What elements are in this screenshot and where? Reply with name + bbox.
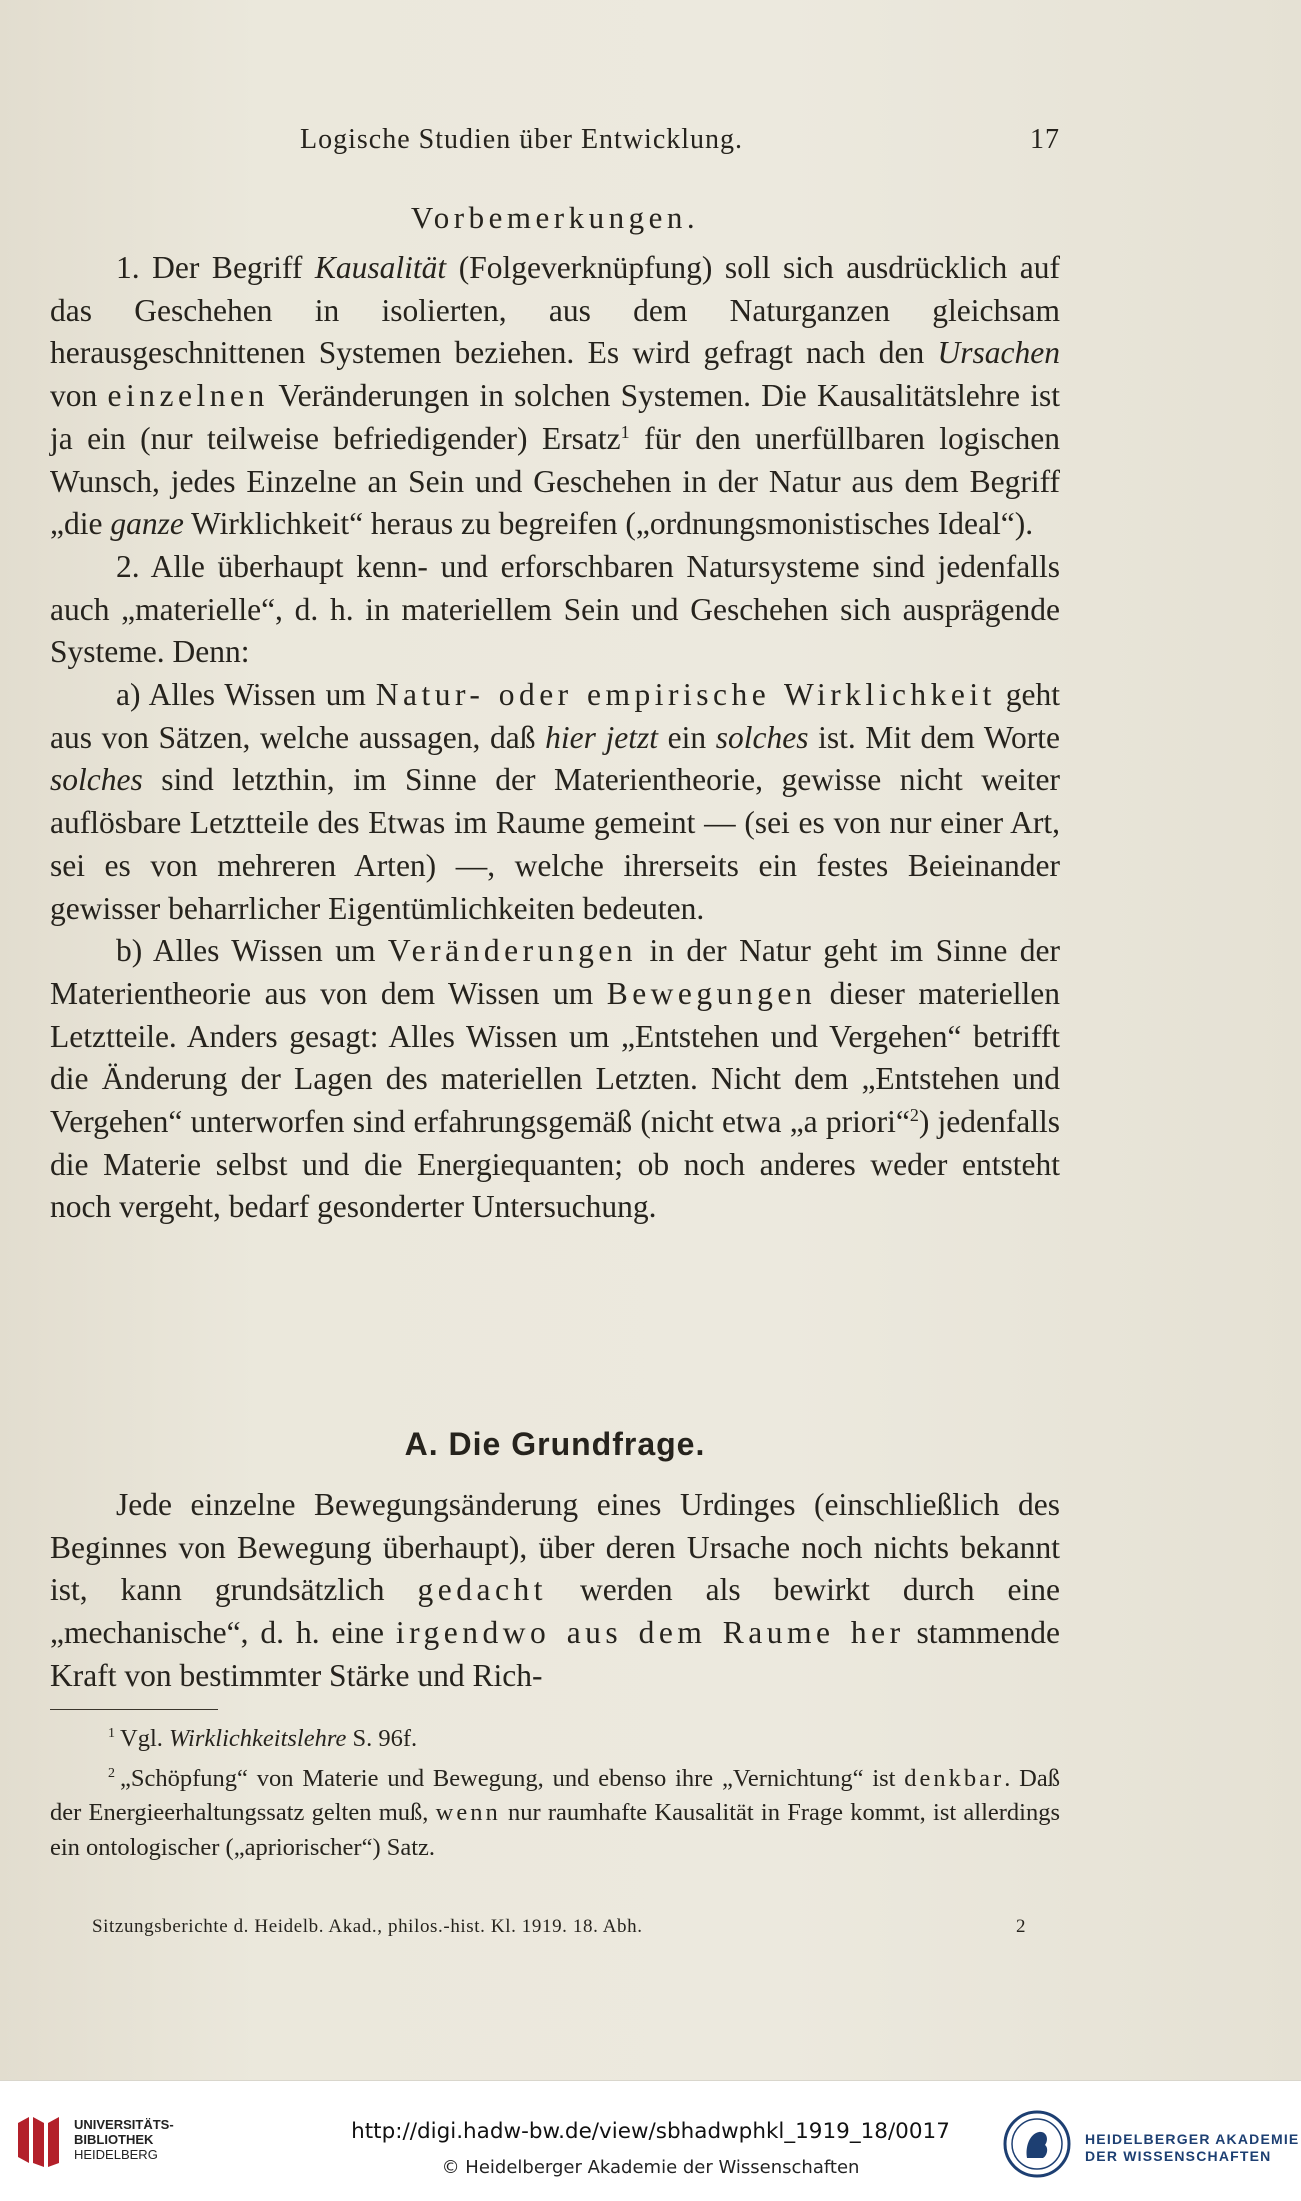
page-number: 17	[1030, 124, 1060, 155]
paragraph-3: Jede einzelne Bewegungsänderung eines Urdinges (einschließlich des Beginnes von Bewegung überhaupt), über deren Ursache noch nichts bekannt ist, kann grundsätzlich gedacht werden als bewirkt durch eine „mechanische“, d. h. eine irgendwo aus dem Raume her stammende Kraft von bestimmter Stärke und Rich-	[50, 1487, 1060, 1693]
signature-number: 2	[1016, 1916, 1027, 1937]
running-title: Logische Studien über Entwicklung.	[300, 124, 744, 155]
academy-seal-icon	[1003, 2110, 1071, 2178]
university-library-label: UNIVERSITÄTS- BIBLIOTHEK HEIDELBERG	[74, 2117, 174, 2162]
footnote-ref-1: 1	[620, 421, 630, 442]
signature-line	[92, 1916, 1032, 1946]
document-url-link[interactable]: http://digi.hadw-bw.de/view/sbhadwphkl_1919_18/0017	[351, 2119, 950, 2144]
paragraph-a: a) Alles Wissen um Natur- oder empirische Wirklichkeit geht aus von Sätzen, welche aussagen, daß hier jetzt ein solches ist. Mit dem Worte solches sind letzthin, im Sinne der Materientheorie, gewisse nicht weiter auflösbare Letztteile des Etwas im Raume gemeint — (sei es von nur einer Art, sei es von mehreren Arten) —, welche ihrerseits ein festes Beieinander gewisser beharrlicher Eigentümlichkeiten bedeuten.	[50, 677, 1060, 926]
section-heading-grundfrage: A. Die Grundfrage.	[404, 1426, 706, 1462]
section-body-text	[50, 1484, 1060, 1698]
paragraph-2: 2. Alle überhaupt kenn- und erforschbaren Natursysteme sind jedenfalls auch „materielle“, d. h. in materiellem Sein und Geschehen sich ausprägende Systeme. Denn:	[50, 548, 1060, 670]
footnote-2: $^2$ „Schöpfung“ von Materie und Bewegung, und ebenso ihre „Vernichtung“ ist denkbar. Daß der Energieerhaltungssatz gelten muß, wenn nur raumhafte Kausalität in Frage kommt, ist allerdings ein ontologischer („apriorischer“) Satz.	[50, 1764, 1060, 1861]
footnote-ref-2: 2	[909, 1105, 919, 1126]
main-body-text	[50, 247, 1060, 1229]
footnotes	[50, 1717, 1060, 1865]
section-title-vorbemerkungen: Vorbemerkungen.	[410, 200, 700, 235]
footnote-separator	[50, 1709, 218, 1710]
copyright-notice: © Heidelberger Akademie der Wissenschaften	[441, 2157, 860, 2178]
paragraph-b: b) Alles Wissen um Veränderungen in der Natur geht im Sinne der Materientheorie aus von dem Wissen um Bewegungen dieser materiellen Letztteile. Anders gesagt: Alles Wissen um „Entstehen und Vergehen“ betrifft die Änderung der Lagen des materiellen Letzten. Nicht dem „Entstehen und Vergehen“ unterworfen sind erfahrungsgemäß (nicht etwa „a priori“$^2$) jedenfalls die Materie selbst und die Energiequanten; ob noch anderes weder entsteht noch vergeht, bedarf gesonderter Untersuchung.	[50, 933, 1060, 1225]
running-header	[50, 124, 1060, 160]
academy-logo-text: HEIDELBERGER AKADEMIE DER WISSENSCHAFTEN	[1085, 2131, 1300, 2164]
signature-text: Sitzungsberichte d. Heidelb. Akad., philos.-hist. Kl. 1919. 18. Abh.	[92, 1916, 643, 1937]
paragraph-1: 1. Der Begriff Kausalität (Folgeverknüpfung) soll sich ausdrücklich auf das Geschehen in isolierten, aus dem Naturganzen gleichsam herausgeschnittenen Systemen beziehen. Es wird gefragt nach den Ursachen von einzelnen Veränderungen in solchen Systemen. Die Kausalitätslehre ist ja ein (nur teilweise befriedigender) Ersatz$^1$ für den unerfüllbaren logischen Wunsch, jedes Einzelne an Sein und Geschehen in der Natur aus dem Begriff „die ganze Wirklichkeit“ heraus zu begreifen („ordnungsmonistisches Ideal“).	[50, 250, 1060, 542]
footnote-1: $^1$ Vgl. Wirklichkeitslehre S. 96f.	[108, 1725, 418, 1752]
